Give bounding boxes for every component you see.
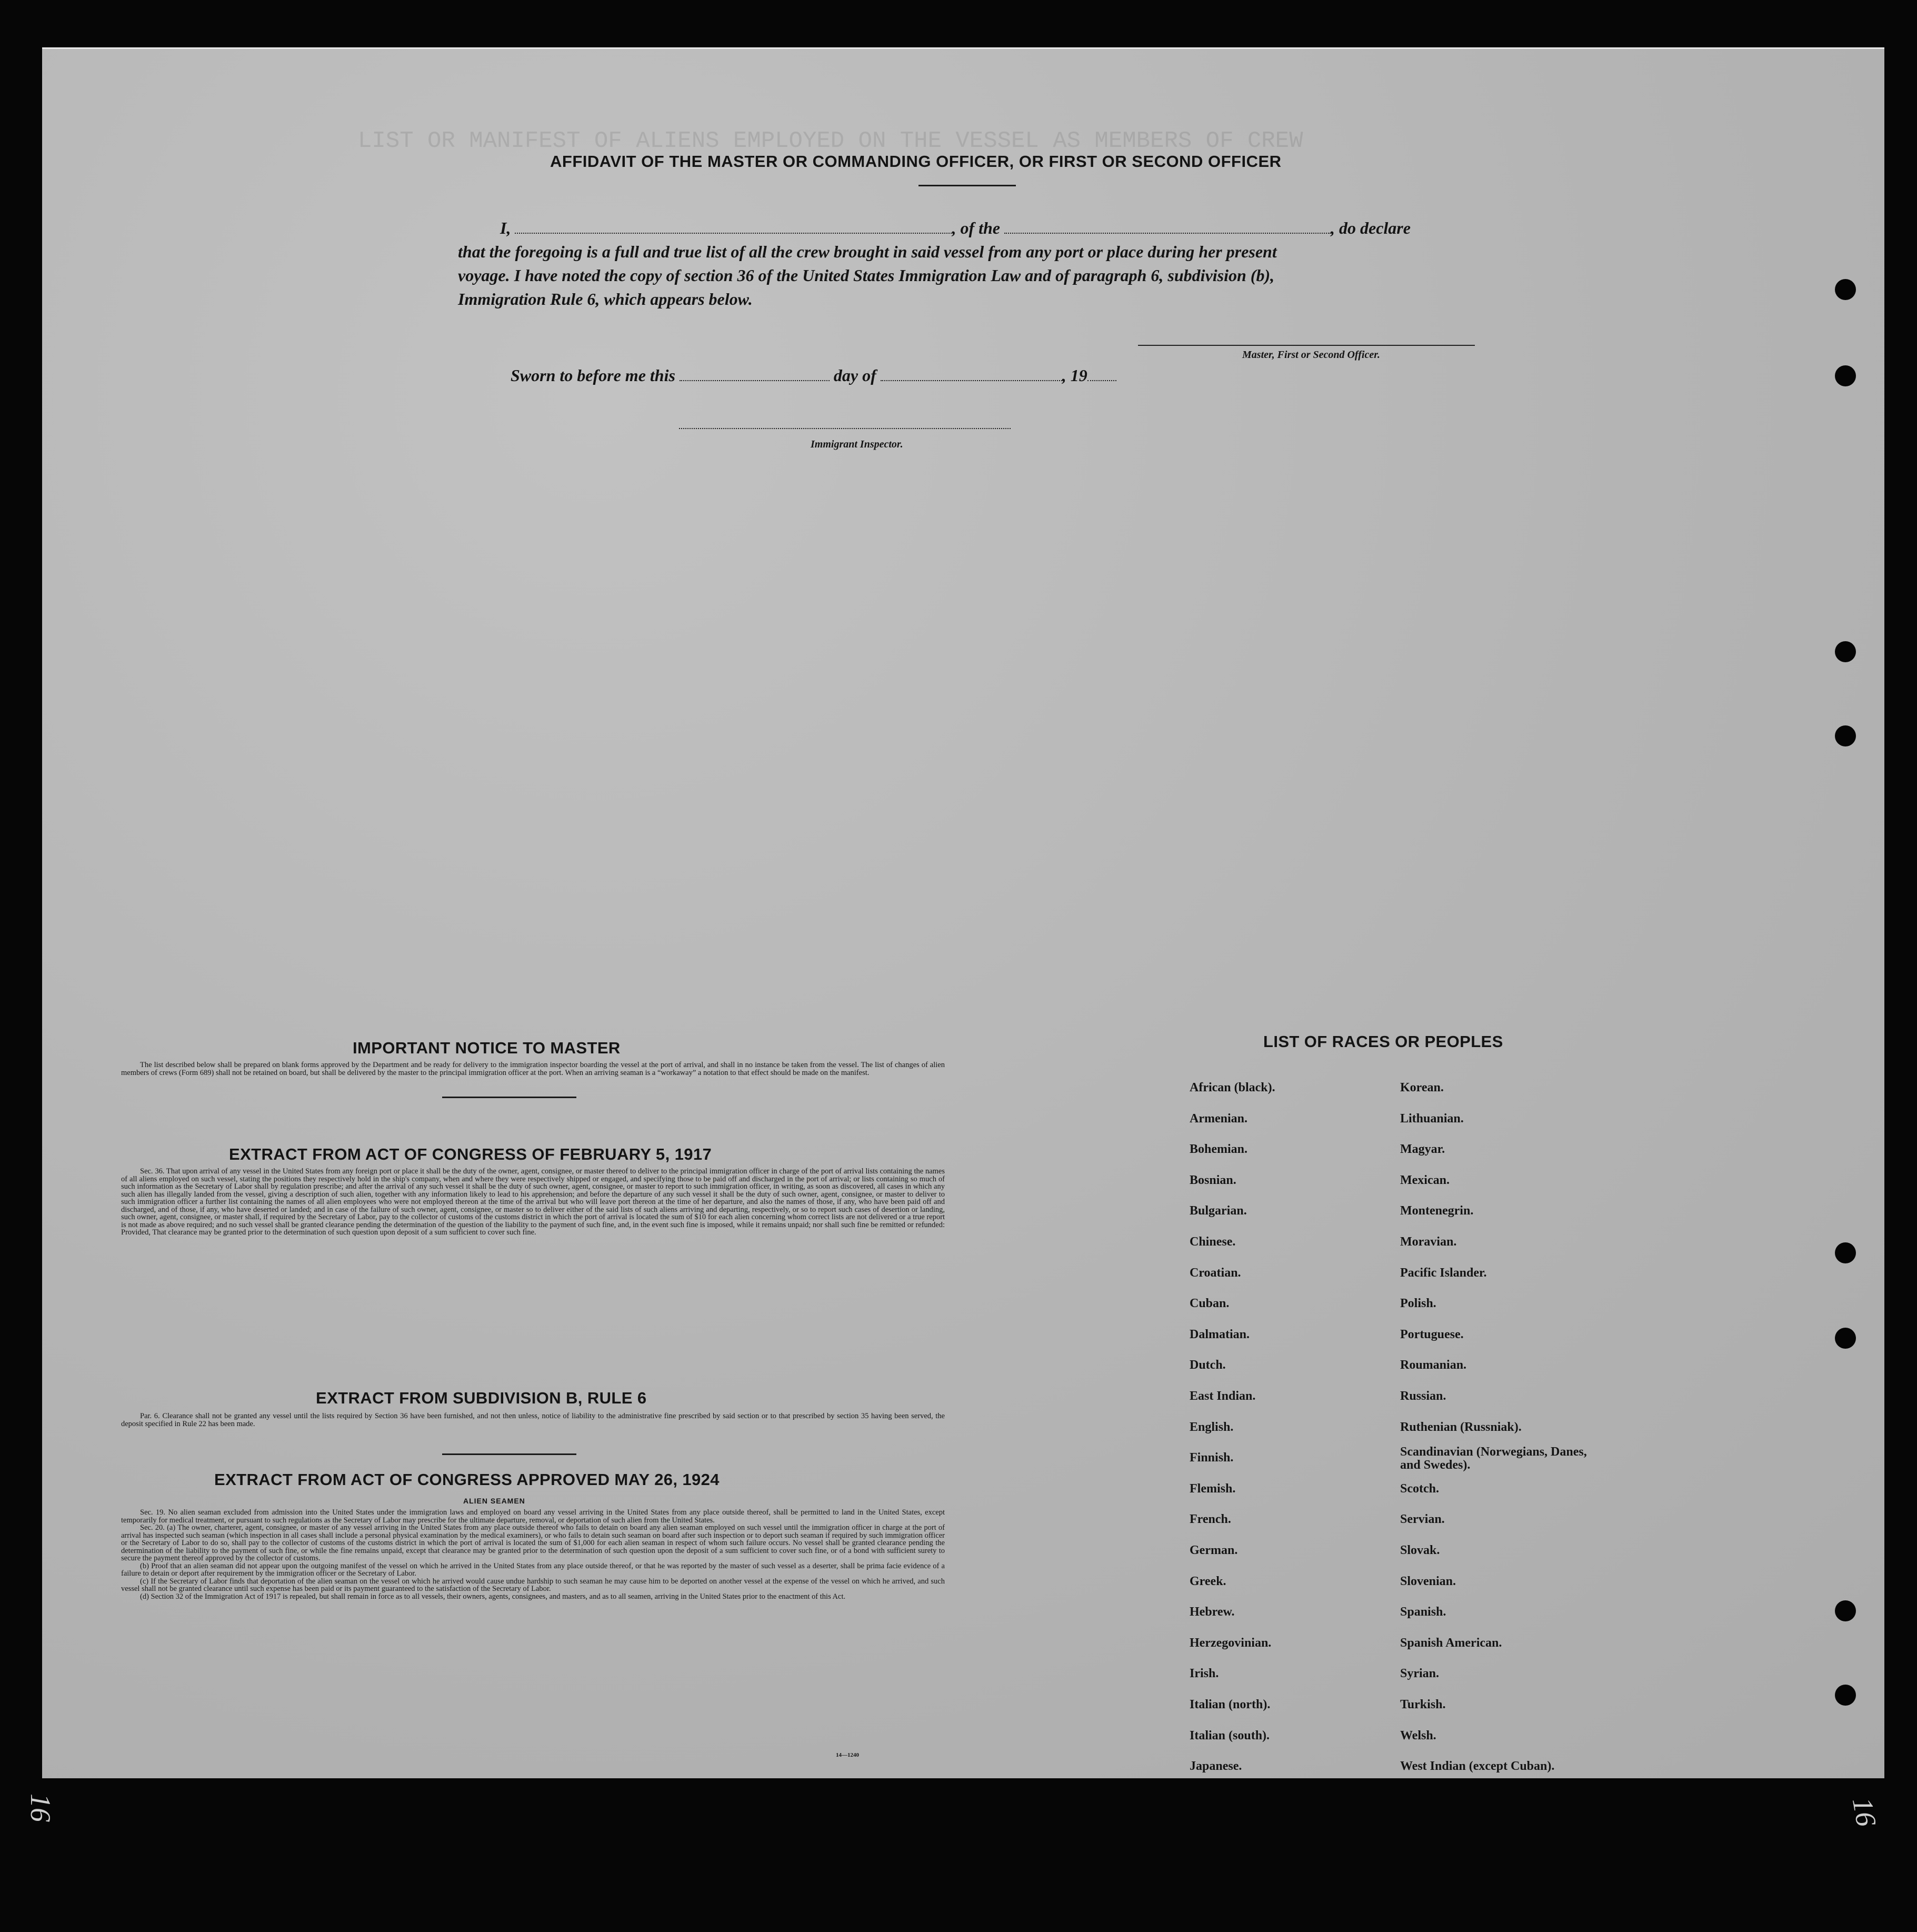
race-item: Chinese. [1190, 1235, 1236, 1249]
extract-1924-text [121, 1509, 945, 1600]
race-item: Herzegovinian. [1190, 1636, 1272, 1650]
race-item: Magyar. [1400, 1142, 1445, 1157]
extract-1917-text [121, 1168, 945, 1237]
master-signature-line[interactable] [1138, 345, 1475, 346]
sec-19-paragraph: Sec. 19. No alien seaman excluded from admission into the United States under the immigration laws and employed on board any vessel arriving in the United States from any place outside thereof, shall be permitted to land in the United States, except temporarily for medical treatment, or pursuant to such regulations as the Secretary of Labor may prescribe for the ultimate departure, removal, or deportation of such alien from the United States. [121, 1508, 945, 1525]
year-blank[interactable] [1087, 375, 1116, 381]
race-item: West Indian (except Cuban). [1400, 1759, 1555, 1774]
page-number-right: 16 [1846, 1795, 1883, 1829]
sec-20b-paragraph: (b) Proof that an alien seaman did not appear upon the outgoing manifest of the vessel on which he arrived in the United States from any place outside thereof, or that he was reported by the master of such vessel as a deserter, shall be prima facie evidence of a failure to detain or deport after requirement by the immigration officer or the Secretary of Labor. [121, 1561, 945, 1578]
race-item: Flemish. [1190, 1481, 1236, 1496]
race-item: Finnish. [1190, 1451, 1234, 1465]
race-item: Lithuanian. [1400, 1111, 1464, 1126]
extract-1917-title: EXTRACT FROM ACT OF CONGRESS OF FEBRUARY 5, 1917 [229, 1145, 712, 1163]
race-item: Scotch. [1400, 1481, 1439, 1496]
master-label: Master, First or Second Officer. [1242, 349, 1380, 361]
punch-hole [1835, 641, 1856, 662]
affidavit-line-4: Immigration Rule 6, which appears below. [458, 290, 753, 308]
race-item: Moravian. [1400, 1235, 1457, 1249]
race-item: Montenegrin. [1400, 1204, 1474, 1218]
race-item: Slovenian. [1400, 1574, 1456, 1588]
race-item: Spanish American. [1400, 1636, 1502, 1650]
inspector-label: Immigrant Inspector. [811, 439, 903, 450]
race-item: Scandinavian (Norwegians, Danes, and Swedes). [1400, 1445, 1587, 1472]
punch-hole [1835, 1242, 1856, 1263]
race-item: Welsh. [1400, 1728, 1436, 1742]
race-item: Croatian. [1190, 1266, 1241, 1280]
race-item: Italian (south). [1190, 1728, 1270, 1742]
notice-text [121, 1061, 945, 1077]
race-item: African (black). [1190, 1081, 1275, 1094]
punch-hole [1835, 725, 1856, 746]
form-code: 14—1240 [836, 1752, 859, 1758]
subdivision-b-title: EXTRACT FROM SUBDIVISION B, RULE 6 [316, 1389, 647, 1407]
sworn-line [511, 364, 1116, 387]
race-item: Bosnian. [1190, 1173, 1236, 1187]
sec-20c-paragraph: (c) If the Secretary of Labor finds that deportation of the alien seaman on the vessel on which he arrived would cause undue hardship to such seaman he may cause him to be deported on another vessel at the expense of the vessel on which he arrived, and such vessel shall not be granted clearance until such expense has been paid or its payment guaranteed to the satisfaction of the Secretary of Labor. [121, 1577, 945, 1593]
race-item: Dalmatian. [1190, 1327, 1250, 1341]
race-item: Greek. [1190, 1574, 1226, 1588]
divider [442, 1097, 576, 1098]
race-item: Bohemian. [1190, 1142, 1248, 1157]
punch-hole [1835, 279, 1856, 300]
race-item: Hebrew. [1190, 1605, 1235, 1619]
day-of-text: day of [833, 366, 876, 385]
alien-seamen-subtitle: ALIEN SEAMEN [463, 1497, 525, 1505]
name-blank[interactable] [515, 227, 952, 234]
race-item: Irish. [1190, 1667, 1219, 1681]
race-item: Armenian. [1190, 1111, 1247, 1126]
form-sheet [25, 47, 1884, 1829]
race-item: Pacific Islander. [1400, 1266, 1487, 1280]
race-item: Servian. [1400, 1512, 1445, 1527]
divider [918, 185, 1016, 186]
affidavit-line-1 [458, 216, 1411, 240]
punch-hole [1835, 365, 1856, 386]
race-item: Mexican. [1400, 1173, 1450, 1187]
race-item: English. [1190, 1420, 1234, 1434]
notice-paragraph: The list described below shall be prepared on blank forms approved by the Department and be ready for delivery to the immigration inspector boarding the vessel at the port of arrival, and shall in no instance be taken from the vessel. The list of changes of alien members of crews (Form 689) shall not be retained on board, but shall be delivered by the master to the principal immigration officer at the port. When an arriving seaman is a “workaway” a notation to that effect should be made on the manifest. [121, 1061, 945, 1077]
race-item: Japanese. [1190, 1759, 1242, 1774]
affidavit-of-the: , of the [952, 218, 1000, 237]
par-6-paragraph: Par. 6. Clearance shall not be granted any vessel until the lists required by Section 36 have been furnished, and not then unless, notice of liability to the administrative fine prescribed by said section or to that prescribed by section 35 having been served, the deposit specified in Rule 22 has been made. [121, 1412, 945, 1428]
bleed-through-text: LIST OR MANIFEST OF ALIENS EMPLOYED ON THE VESSEL AS MEMBERS OF CREW [358, 128, 1303, 154]
race-item: Roumanian. [1400, 1358, 1467, 1372]
race-item: German. [1190, 1543, 1238, 1557]
affidavit-i: I, [500, 218, 511, 237]
race-item: Korean. [1400, 1081, 1444, 1094]
affidavit-title: AFFIDAVIT OF THE MASTER OR COMMANDING OFFICER, OR FIRST OR SECOND OFFICER [550, 152, 1282, 171]
race-item: Syrian. [1400, 1667, 1440, 1681]
day-blank[interactable] [680, 375, 830, 381]
race-item: Cuban. [1190, 1297, 1230, 1311]
notice-title: IMPORTANT NOTICE TO MASTER [353, 1039, 621, 1057]
sworn-text: Sworn to before me this [511, 366, 675, 385]
inspector-signature-line[interactable] [679, 428, 1011, 429]
affidavit-line-2: that the foregoing is a full and true list of all the crew brought in said vessel from any port or place during her present [458, 242, 1277, 261]
race-item: Italian (north). [1190, 1698, 1271, 1711]
race-item: French. [1190, 1512, 1231, 1527]
month-blank[interactable] [881, 375, 1062, 381]
race-item: Bulgarian. [1190, 1204, 1247, 1218]
punch-hole [1835, 1685, 1856, 1706]
punch-hole [1835, 1600, 1856, 1621]
race-item: Russian. [1400, 1389, 1446, 1403]
divider [442, 1453, 576, 1455]
race-item: Dutch. [1190, 1358, 1226, 1372]
race-item: Spanish. [1400, 1605, 1446, 1619]
race-item: Ruthenian (Russniak). [1400, 1420, 1522, 1434]
race-item: Polish. [1400, 1297, 1436, 1311]
race-item: Turkish. [1400, 1698, 1446, 1711]
sec-20d-paragraph: (d) Section 32 of the Immigration Act of 1917 is repealed, but shall remain in force as to all vessels, their owners, agents, consignees, and masters, and as to all seamen, arriving in the United States prior to the enactment of this Act. [140, 1592, 846, 1601]
subdivision-b-text [121, 1412, 945, 1428]
sec-20a-paragraph: Sec. 20. (a) The owner, charterer, agent, consignee, or master of any vessel arriving in the United States from any place outside thereof who fails to detain on board any alien seaman employed on such vessel until the immigration officer in charge at the port of arrival has inspected such seaman (which inspection in all cases shall include a personal physical examination by the medical examiners), or who fails to detain such seaman on board after such inspection or to deport such seaman if required by such immigration officer or the Secretary of Labor to do so, shall pay to the collector of customs of the customs district in which the port of arrival is located the sum of $1,000 for each alien seaman in respect of whom such failure occurs. No vessel shall be granted clearance pending the determination of the liability to the payment of such fine, or while the fine remains unpaid, except that clearance may be granted prior to the determination of such question upon the deposit of a sum sufficient to cover such fine, or of a bond with sufficient surety to secure the payment thereof approved by the collector of customs. [121, 1523, 945, 1562]
punch-hole [1835, 1328, 1856, 1349]
race-item: Portuguese. [1400, 1327, 1464, 1341]
year-prefix: , 19 [1062, 366, 1087, 385]
extract-1924-title: EXTRACT FROM ACT OF CONGRESS APPROVED MAY 26, 1924 [214, 1470, 720, 1489]
affidavit-line-3: voyage. I have noted the copy of section 36 of the United States Immigration Law and of paragraph 6, subdivision (b), [458, 266, 1275, 285]
vessel-blank[interactable] [1004, 227, 1331, 234]
page-number-left: 16 [25, 1794, 56, 1822]
races-title: LIST OF RACES OR PEOPLES [1263, 1032, 1503, 1051]
race-item: Slovak. [1400, 1543, 1440, 1557]
section-36-paragraph: Sec. 36. That upon arrival of any vessel in the United States from any foreign port or place it shall be the duty of the owner, agent, consignee, or master thereof to deliver to the principal immigration officer in charge of the port of arrival lists containing the names of all aliens employed on such vessel, stating the positions they respectively hold in the ship's company, when and where they were respectively shipped or engaged, and specifying those to be paid off and discharged in the port of arrival; or lists containing so much of such information as the Secretary of Labor shall by regulation prescribe; and after the arrival of any such vessel it shall be the duty of such owner, agent, consignee, or master to report to such immigration officer, in writing, as soon as discovered, all cases in which any such alien has illegally landed from the vessel, giving a description of such alien, together with any information likely to lead to his apprehension; and before the departure of any such vessel it shall be the duty of such owner, agent, consignee, or master to deliver to such immigration officer a further list containing the names of all alien employees who were not employed thereon at the time of the arrival but who will leave port thereon at the time of her departure, and also the names of those, if any, who have been paid off and discharged, and of those, if any, who have deserted or landed; and in case of the failure of such owner, agent, consignee, or master so to deliver either of the said lists of such aliens arriving and departing, respectively, or so to report such cases of desertion or landing, such owner, agent, consignee, or master shall, if required by the Secretary of Labor, pay to the collector of customs of the customs district in which the port of arrival is located the sum of $10 for each alien concerning whom correct lists are not delivered or a true report is not made as above required; and no such vessel shall be granted clearance pending the determination of the question of the liability to the payment of such fine, and, in the event such fine is imposed, while it remains unpaid; nor shall such fine be remitted or refunded: Provided, That clearance may be granted prior to the determination of such question upon deposit of a sum sufficient to cover such fine. [121, 1167, 945, 1237]
race-item: East Indian. [1190, 1389, 1256, 1403]
affidavit-do-declare: , do declare [1331, 218, 1411, 237]
